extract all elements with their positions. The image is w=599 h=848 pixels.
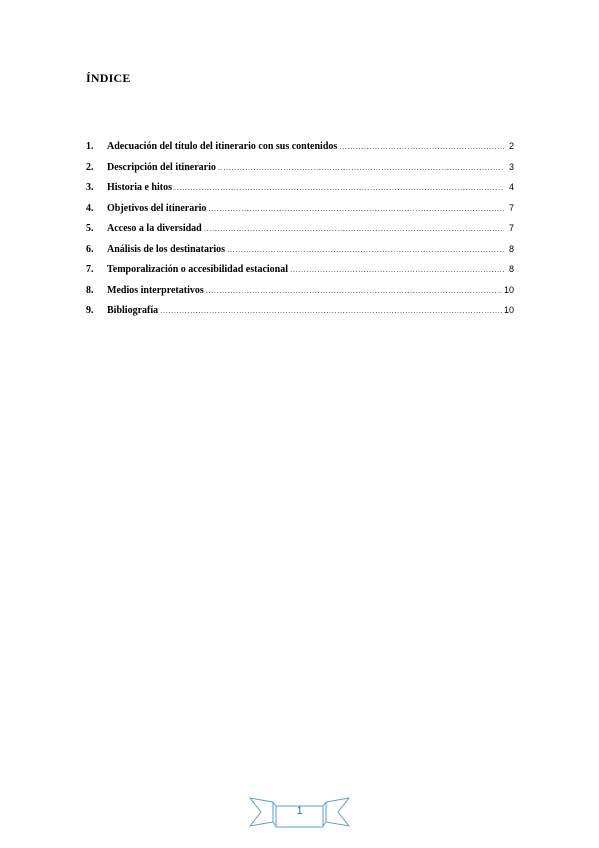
- toc-entry-title: Descripción del itinerario: [107, 161, 216, 173]
- toc-entry-number: 7.: [86, 264, 94, 275]
- toc-entry-number: 5.: [86, 223, 94, 234]
- toc-entry-number: 4.: [86, 202, 94, 214]
- toc-entry[interactable]: [86, 222, 514, 243]
- toc-dot-leader: [208, 203, 504, 215]
- toc-dot-leader: [204, 223, 504, 235]
- toc-entry-number: 8.: [86, 284, 94, 296]
- toc-entry-page: 10: [503, 305, 514, 315]
- toc-entry-page: 2: [508, 141, 514, 151]
- toc-entry[interactable]: [86, 140, 514, 161]
- toc-entry[interactable]: [86, 284, 514, 305]
- toc-entry-page: 4: [508, 182, 514, 192]
- toc-dot-leader: [160, 305, 502, 317]
- toc-entry[interactable]: [86, 304, 514, 325]
- toc-entry-number: 2.: [86, 161, 94, 173]
- toc-entry-title: Objetivos del itinerario: [107, 202, 207, 214]
- toc-entry-page: 7: [508, 202, 514, 213]
- page-title: ÍNDICE: [86, 71, 131, 85]
- toc-entry-page: 3: [508, 161, 514, 172]
- toc-dot-leader: [218, 162, 504, 174]
- page-number: 1: [296, 805, 303, 817]
- toc-entry-number: 9.: [86, 305, 94, 316]
- toc-entry[interactable]: [86, 181, 514, 202]
- toc-dot-leader: [227, 244, 504, 256]
- toc-entry-title: Acceso a la diversidad: [107, 223, 202, 234]
- toc-dot-leader: [290, 264, 504, 276]
- toc-entry-title: Bibliografía: [107, 305, 159, 316]
- toc-dot-leader: [339, 141, 504, 153]
- toc-entry-page: 10: [503, 284, 514, 295]
- toc-entry[interactable]: [86, 263, 514, 284]
- toc-dot-leader: [174, 182, 504, 194]
- toc-entry-number: 1.: [86, 141, 94, 152]
- toc-entry-page: 8: [508, 264, 514, 274]
- toc-entry-title: Temporalización o accesibilidad estacional: [107, 264, 289, 275]
- toc-entry[interactable]: [86, 243, 514, 264]
- toc-dot-leader: [206, 285, 502, 297]
- toc-entry-number: 6.: [86, 243, 94, 255]
- toc-entry-title: Historia e hitos: [107, 182, 172, 193]
- toc-entry[interactable]: [86, 161, 514, 182]
- toc-entry-page: 8: [508, 243, 514, 254]
- toc-entry-title: Medios interpretativos: [107, 284, 204, 296]
- toc-entry-title: Adecuación del título del itinerario con sus contenidos: [107, 141, 338, 152]
- toc-entry-number: 3.: [86, 182, 94, 193]
- table-of-contents: [86, 140, 514, 325]
- toc-entry-page: 7: [508, 223, 514, 233]
- toc-entry-title: Análisis de los destinatarios: [107, 243, 226, 255]
- toc-entry[interactable]: [86, 202, 514, 223]
